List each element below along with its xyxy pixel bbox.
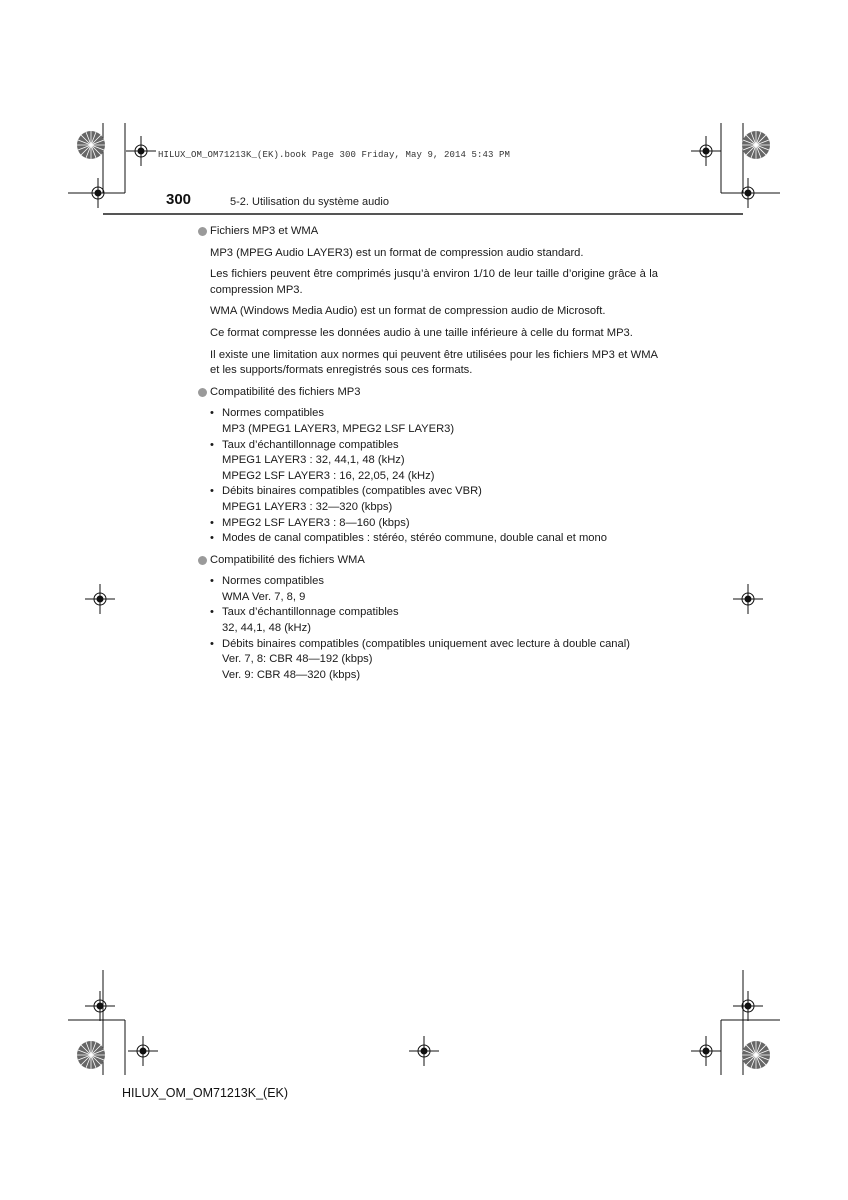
paragraph: Ce format compresse les données audio à une taille inférieure à celle du format MP3. <box>210 326 633 339</box>
page-number: 300 <box>166 191 192 208</box>
wma-compat-list <box>210 574 658 683</box>
paragraph: MP3 (MPEG Audio LAYER3) est un format de compression audio standard. <box>210 246 584 259</box>
section-title: 5-2. Utilisation du système audio <box>230 196 389 208</box>
section-heading-mp3-compat: Compatibilité des fichiers MP3 <box>198 385 658 401</box>
footer-document-code: HILUX_OM_OM71213K_(EK) <box>122 1086 289 1100</box>
paragraph: Les fichiers peuvent être comprimés jusqu’à environ 1/10 de leur taille d’origine grâce à la compression MP3. <box>210 268 658 296</box>
mp3-compat-list <box>210 406 658 546</box>
list-item: • Modes de canal compatibles : stéréo, stéréo commune, double canal et mono <box>210 531 658 547</box>
list-item: • Taux d’échantillonnage compatibles 32, 44,1, 48 (kHz) <box>210 605 658 636</box>
bullet-dot-icon <box>198 227 207 236</box>
paragraph: Il existe une limitation aux normes qui peuvent être utilisées pour les fichiers MP3 et WMA et les supports/formats enregistrés sous ces formats. <box>210 348 658 377</box>
list-item: • Normes compatibles MP3 (MPEG1 LAYER3, MPEG2 LSF LAYER3) <box>210 406 658 437</box>
page-content <box>198 224 658 689</box>
list-item: • Normes compatibles WMA Ver. 7, 8, 9 <box>210 574 658 605</box>
list-item: • Débits binaires compatibles (compatibles uniquement avec lecture à double canal) Ver. 7, 8: CBR 48—192 (kbps) Ver. 9: CBR 48—320 (kbps) <box>210 637 658 684</box>
section-heading-mp3-wma: Fichiers MP3 et WMA <box>198 224 658 240</box>
header-divider <box>103 213 743 215</box>
list-item: • Débits binaires compatibles (compatibles avec VBR) MPEG1 LAYER3 : 32—320 (kbps) <box>210 484 658 515</box>
section-heading-wma-compat: Compatibilité des fichiers WMA <box>198 553 658 569</box>
list-item: • MPEG2 LSF LAYER3 : 8—160 (kbps) <box>210 516 658 532</box>
paragraph: WMA (Windows Media Audio) est un format de compression audio de Microsoft. <box>210 305 606 318</box>
bullet-dot-icon <box>198 388 207 397</box>
bullet-dot-icon <box>198 556 207 565</box>
list-item: • Taux d’échantillonnage compatibles MPEG1 LAYER3 : 32, 44,1, 48 (kHz) MPEG2 LSF LAYER3 : 16, 22,05, 24 (kHz) <box>210 438 658 485</box>
book-file-header: HILUX_OM_OM71213K_(EK).book Page 300 Friday, May 9, 2014 5:43 PM <box>158 150 511 160</box>
